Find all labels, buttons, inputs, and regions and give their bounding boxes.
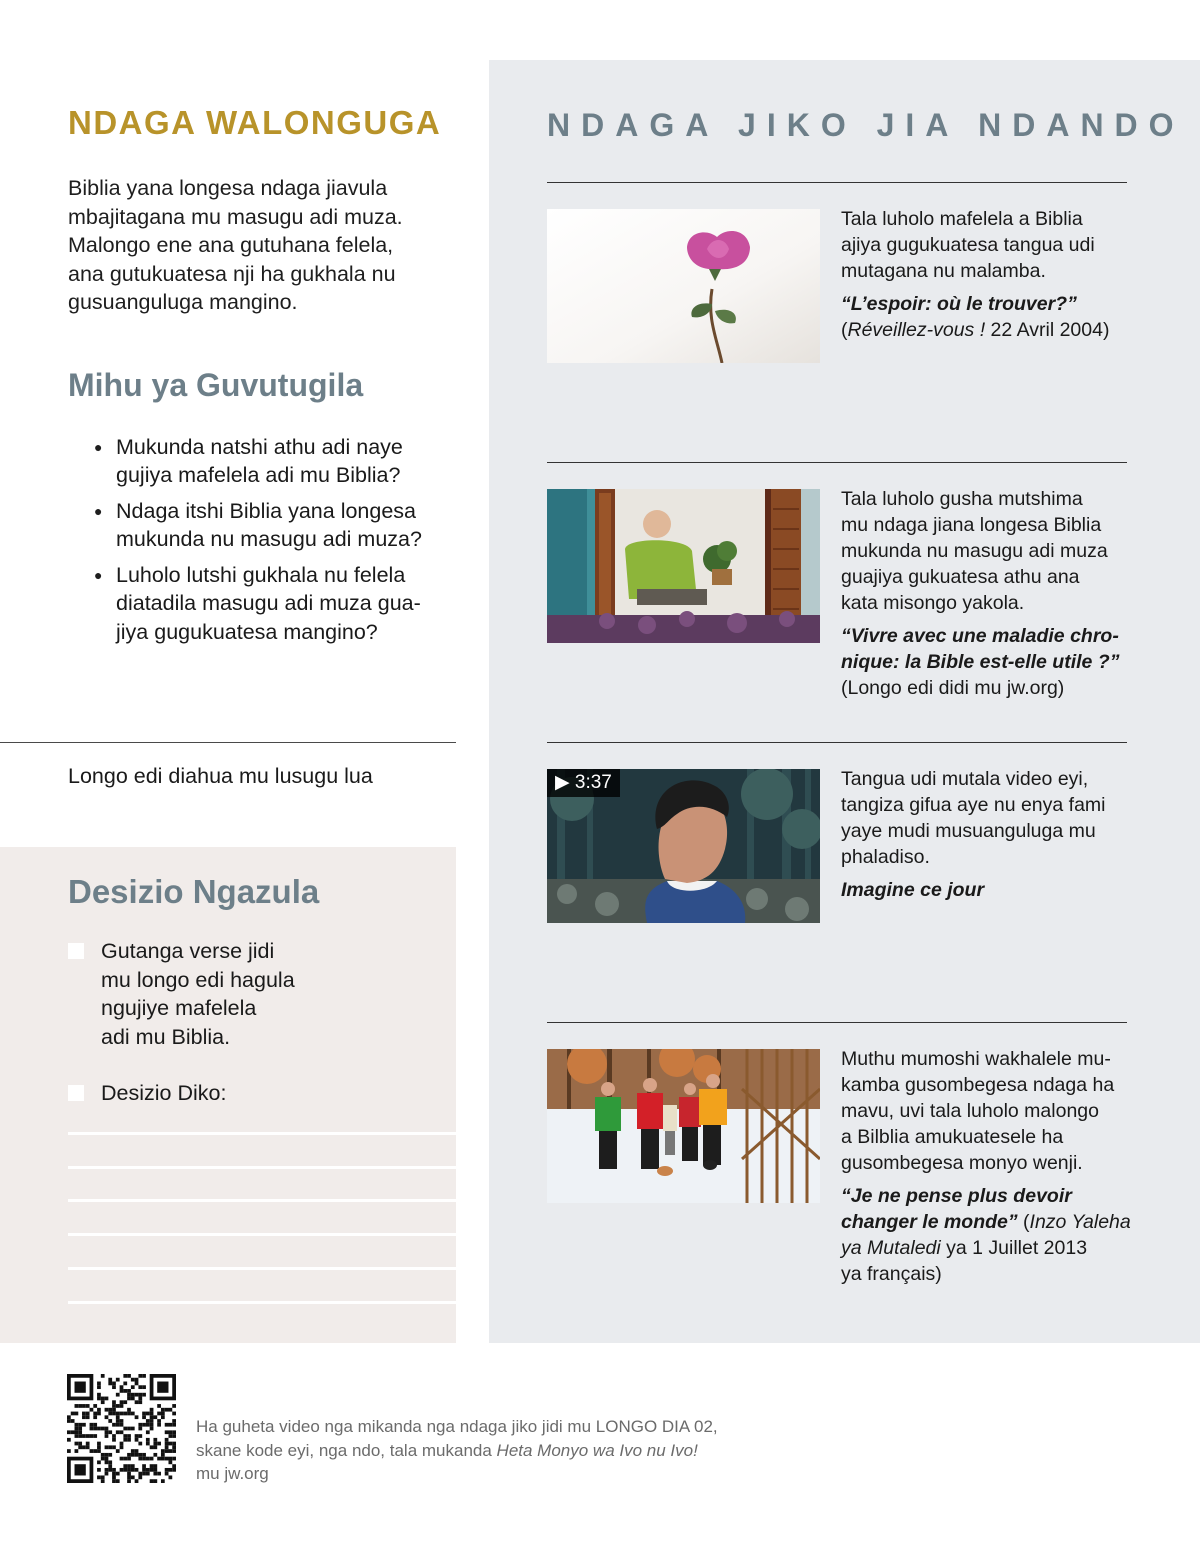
question-line: Mukunda natshi athu adi naye xyxy=(116,434,403,459)
question-item xyxy=(94,497,458,554)
intro-line: gusuanguluga mangino. xyxy=(68,290,298,314)
ref-source: Réveillez-vous ! xyxy=(847,319,986,341)
reference-title[interactable]: “Je ne pense plus devoir xyxy=(841,1185,1072,1207)
footer-line: skane kode eyi, nga ndo, tala mukanda xyxy=(196,1440,497,1460)
question-line: mukunda nu masugu adi muza? xyxy=(116,527,422,551)
decision-option-label xyxy=(101,937,341,1051)
related-item-4 xyxy=(841,1046,1131,1287)
text-line: Muthu mumoshi wakhalele mu- xyxy=(841,1048,1111,1070)
intro-line: ana gutukuatesa nji ha gukhala nu xyxy=(68,261,396,286)
intro-paragraph xyxy=(68,174,458,317)
text-line: guajiya gukuatesa athu ana xyxy=(841,566,1080,588)
text-line: mukunda nu masugu adi muza xyxy=(841,540,1108,562)
reference-title[interactable]: “L’espoir: où le trouver?” xyxy=(841,293,1077,315)
question-line: Ndaga itshi Biblia yana longesa xyxy=(116,498,417,523)
writing-line[interactable] xyxy=(68,1267,456,1270)
checkbox[interactable] xyxy=(68,943,84,959)
ref-date: 22 Avril 2004) xyxy=(985,319,1110,341)
item-divider xyxy=(547,462,1127,463)
reference-title[interactable]: Imagine ce jour xyxy=(841,879,985,901)
writing-line[interactable] xyxy=(68,1199,456,1202)
text-line: mavu, uvi tala luholo malongo xyxy=(841,1100,1099,1122)
related-title: NDAGA JIKO JIA NDANDO xyxy=(547,107,1185,143)
family-snow-image xyxy=(547,1049,820,1203)
text-line: Tangua udi mutala video eyi, xyxy=(841,768,1089,790)
question-line: jiya gugukuatesa mangino? xyxy=(116,619,378,644)
footer-book-title: Heta Monyo wa Ivo nu Ivo! xyxy=(496,1440,698,1460)
text-line: phaladiso. xyxy=(841,846,930,868)
related-item-2 xyxy=(841,486,1131,701)
ref-title-line: “Vivre avec une maladie chro- xyxy=(841,625,1119,647)
left-column xyxy=(68,100,458,653)
writing-line[interactable] xyxy=(68,1166,456,1169)
questions-heading: Mihu ya Guvutugila xyxy=(68,366,364,403)
text-line: Tala luholo mafelela a Biblia xyxy=(841,208,1083,230)
item-description xyxy=(841,1046,1131,1176)
option-line: Gutanga verse jidi xyxy=(101,939,275,963)
left-divider xyxy=(0,742,456,743)
ref-language: ya français) xyxy=(841,1263,942,1285)
question-line: gujiya mafelela adi mu Biblia? xyxy=(116,463,401,487)
flower-image xyxy=(547,209,820,363)
intro-line: Biblia yana longesa ndaga jiavula xyxy=(68,176,388,200)
item-divider xyxy=(547,1022,1127,1023)
reference-title[interactable] xyxy=(841,623,1131,675)
text-line: gusombegesa monyo wenji. xyxy=(841,1152,1083,1174)
main-title: NDAGA WALONGUGA xyxy=(68,104,442,141)
item-divider xyxy=(547,182,1127,183)
option-line: adi mu Biblia. xyxy=(101,1024,231,1049)
text-line: kamba gusombegesa ndaga ha xyxy=(841,1074,1115,1096)
question-item xyxy=(94,561,458,647)
ref-prefix: ( xyxy=(841,319,848,341)
ref-prefix: ( xyxy=(1017,1211,1030,1233)
decision-title: Desizio Ngazula xyxy=(68,873,320,910)
thumbnail-man-wheelchair[interactable] xyxy=(547,489,820,643)
question-line: Luholo lutshi gukhala nu felela xyxy=(116,562,406,587)
text-line: mutagana nu malamba. xyxy=(841,260,1046,282)
footer-note xyxy=(196,1415,816,1486)
reference-block xyxy=(841,1183,1131,1287)
ref-date: ya 1 Juillet 2013 xyxy=(940,1237,1088,1259)
question-list xyxy=(68,433,458,647)
footer-line: Ha guheta video nga mikanda nga ndaga jiko jidi mu LONGO DIA 02, xyxy=(196,1417,718,1436)
item-divider xyxy=(547,742,1127,743)
qr-code-icon[interactable] xyxy=(67,1374,176,1483)
text-line: Tala luholo gusha mutshima xyxy=(841,488,1083,510)
text-line: ajiya gugukuatesa tangua udi xyxy=(841,234,1095,256)
ref-title-line: nique: la Bible est-elle utile ?” xyxy=(841,651,1120,673)
reference-title[interactable]: changer le monde” xyxy=(841,1211,1018,1233)
text-line: a Bilblia amukuatesele ha xyxy=(841,1126,1064,1148)
text-line: mu ndaga jiana longesa Biblia xyxy=(841,514,1102,536)
thumbnail-video[interactable] xyxy=(547,769,820,923)
related-item-3 xyxy=(841,766,1131,903)
intro-line: mbajitagana mu masugu adi muza. xyxy=(68,204,403,229)
question-item xyxy=(94,433,458,490)
question-line: diatadila masugu adi muza gua- xyxy=(116,591,421,615)
related-item-1 xyxy=(841,206,1131,343)
video-duration-badge: ▶ 3:37 xyxy=(547,769,620,797)
reference-source: (Longo edi didi mu jw.org) xyxy=(841,677,1065,699)
writing-line[interactable] xyxy=(68,1301,456,1304)
source-line: Longo edi diahua mu lusugu lua xyxy=(68,764,373,788)
man-wheelchair-image xyxy=(547,489,820,643)
ref-source: ya Mutaledi xyxy=(841,1237,941,1259)
option-line: mu longo edi hagula xyxy=(101,967,295,992)
qr-code-graphic xyxy=(67,1374,176,1483)
item-description xyxy=(841,766,1131,870)
writing-line[interactable] xyxy=(68,1233,456,1236)
ref-source: Inzo Yaleha xyxy=(1029,1211,1131,1233)
text-line: yaye mudi musuanguluga mu xyxy=(841,820,1096,842)
decision-option-own[interactable] xyxy=(68,1079,341,1108)
item-description xyxy=(841,486,1131,616)
item-description xyxy=(841,206,1131,284)
intro-line: Malongo ene ana gutuhana felela, xyxy=(68,233,394,257)
option-line: ngujiye mafelela xyxy=(101,996,257,1020)
decision-option-label: Desizio Diko: xyxy=(101,1081,227,1105)
text-line: kata misongo yakola. xyxy=(841,592,1025,614)
text-line: tangiza gifua aye nu enya fami xyxy=(841,794,1106,816)
footer-link[interactable]: mu jw.org xyxy=(196,1464,269,1483)
decision-option-verse[interactable] xyxy=(68,937,341,1051)
thumbnail-flower[interactable] xyxy=(547,209,820,363)
writing-line[interactable] xyxy=(68,1132,456,1135)
checkbox[interactable] xyxy=(68,1085,84,1101)
thumbnail-family-snow[interactable] xyxy=(547,1049,820,1203)
reference-source xyxy=(841,317,1131,343)
